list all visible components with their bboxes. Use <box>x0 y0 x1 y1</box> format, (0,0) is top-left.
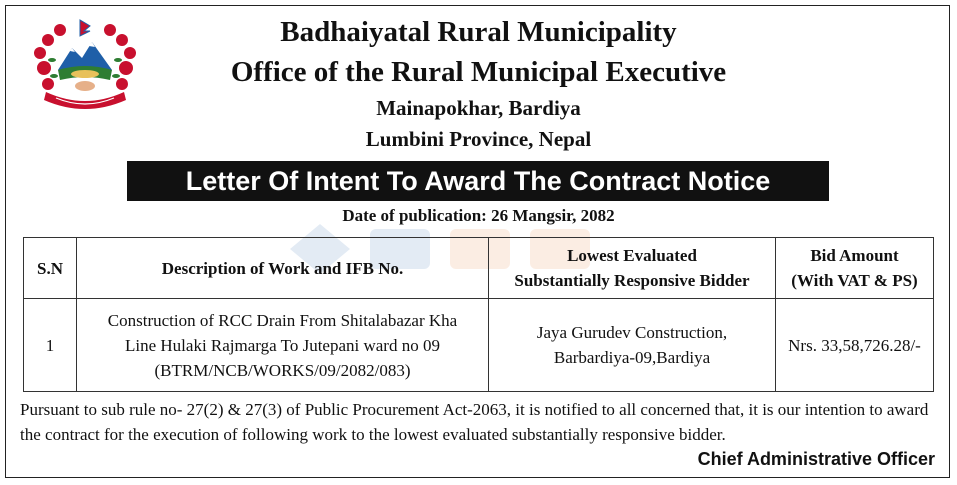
description-line3: (BTRM/NCB/WORKS/09/2082/083) <box>154 360 411 380</box>
cell-bidder <box>489 299 776 392</box>
office-address: Mainapokhar, Bardiya <box>376 96 581 120</box>
header-bidder-line2: Substantially Responsive Bidder <box>514 271 750 290</box>
header-amount-line1: Bid Amount <box>810 246 899 265</box>
table-header-row <box>24 238 934 299</box>
signature-title: Chief Administrative Officer <box>697 449 935 469</box>
table-row <box>24 299 934 392</box>
notice-paragraph: Pursuant to sub rule no- 27(2) & 27(3) of Public Procurement Act-2063, it is notified to all concerned that, it is our intention to award the contract for the execution of following work to the lowest evaluated substantially responsive bidder. <box>20 400 929 444</box>
description-line2: Line Hulaki Rajmarga To Jutepani ward no 09 <box>125 335 440 355</box>
header-sn: S.N <box>24 238 77 299</box>
header-bidder-line1: Lowest Evaluated <box>567 246 697 265</box>
bidder-line1: Jaya Gurudev Construction, <box>536 323 728 342</box>
description-line1: Construction of RCC Drain From Shitalabazar Kha <box>107 310 458 330</box>
province-country: Lumbini Province, Nepal <box>365 127 592 151</box>
header-bidder <box>489 238 776 299</box>
header-description: Description of Work and IFB No. <box>77 238 489 299</box>
cell-amount: Nrs. 33,58,726.28/- <box>776 299 934 392</box>
publication-date: Date of publication: 26 Mangsir, 2082 <box>342 206 615 225</box>
header-amount-line2: (With VAT & PS) <box>791 271 918 290</box>
header-amount <box>776 238 934 299</box>
award-table <box>23 237 934 392</box>
cell-description <box>77 299 489 392</box>
municipality-name: Badhaiyatal Rural Municipality <box>280 16 677 48</box>
office-name: Office of the Rural Municipal Executive <box>230 56 727 88</box>
notice-title: Letter Of Intent To Award The Contract Notice <box>127 161 829 201</box>
cell-sn: 1 <box>24 299 77 392</box>
bidder-line2: Barbardiya-09,Bardiya <box>553 348 711 367</box>
